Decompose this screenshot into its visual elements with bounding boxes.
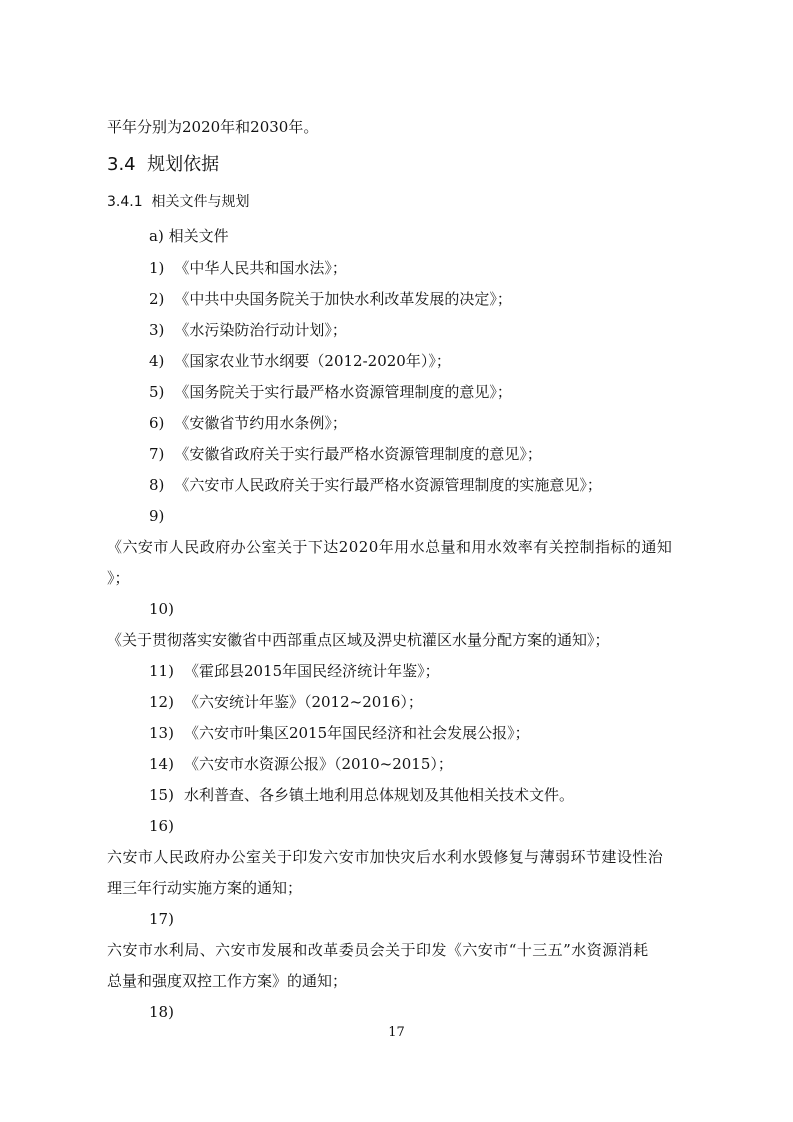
item-text: 《国家农业节水纲要（2012-2020年）》； <box>174 352 451 370</box>
item-text: 《霍邱县2015年国民经济统计年鉴》； <box>183 662 440 680</box>
item-number: 6) <box>149 414 165 432</box>
item-text: 》； <box>107 569 130 587</box>
item-text: 《六安统计年鉴》（2012~2016）； <box>183 693 423 711</box>
list-item <box>149 723 530 743</box>
item-text: 《安徽省节约用水条例》； <box>174 414 347 432</box>
subsection-heading <box>107 192 250 212</box>
list-item <box>149 661 440 681</box>
item-text: 《关于贯彻落实安徽省中西部重点区域及淠史杭灌区水量分配方案的通知》； <box>107 631 610 649</box>
item-text: 《中华人民共和国水法》； <box>174 259 347 277</box>
item-number: 5) <box>149 383 165 401</box>
item-text: 理三年行动实施方案的通知； <box>107 879 303 897</box>
list-item <box>149 289 512 309</box>
item-number: 1) <box>149 259 165 277</box>
item-number: 14) <box>149 755 174 773</box>
item-number: 7) <box>149 445 165 463</box>
subsection-title: 相关文件与规划 <box>151 194 250 210</box>
list-item <box>149 382 512 402</box>
item-number: 11) <box>149 662 174 680</box>
item-text: 《安徽省政府关于实行最严格水资源管理制度的意见》； <box>174 445 542 463</box>
item-text: 水利普查、各乡镇土地利用总体规划及其他相关技术文件。 <box>183 786 574 804</box>
item-text: 《中共中央国务院关于加快水利改革发展的决定》； <box>174 290 512 308</box>
item-text: 《六安市水资源公报》（2010~2015）； <box>183 755 453 773</box>
list-item <box>149 692 423 712</box>
list-heading: a) 相关文件 <box>149 227 229 245</box>
item-text: 总量和强度双控工作方案》的通知； <box>107 972 348 990</box>
item-number: 3) <box>149 321 165 339</box>
item-text: 《国务院关于实行最严格水资源管理制度的意见》； <box>174 383 512 401</box>
item-number: 17) <box>149 910 174 928</box>
item-number: 18) <box>149 1003 174 1021</box>
list-item <box>149 258 347 278</box>
item-text: 六安市水利局、六安市发展和改革委员会关于印发《六安市“十三五”水资源消耗 <box>107 941 649 959</box>
list-item <box>149 475 602 495</box>
item-number: 13) <box>149 724 174 742</box>
item-number: 4) <box>149 352 165 370</box>
page-number: 17 <box>388 1025 405 1040</box>
section-title: 规划依据 <box>147 154 220 175</box>
list-item <box>149 351 451 371</box>
item-number: 15) <box>149 786 174 804</box>
item-number: 10) <box>149 600 174 618</box>
list-item <box>149 785 574 805</box>
item-number: 12) <box>149 693 174 711</box>
item-number: 16) <box>149 817 174 835</box>
item-number: 8) <box>149 476 165 494</box>
item-number: 9) <box>149 507 165 525</box>
continuation-paragraph: 平年分别为2020年和2030年。 <box>107 118 319 136</box>
list-item <box>149 320 347 340</box>
item-text: 《六安市人民政府关于实行最严格水资源管理制度的实施意见》； <box>174 476 602 494</box>
item-text: 《六安市人民政府办公室关于下达2020年用水总量和用水效率有关控制指标的通知 <box>107 538 673 556</box>
section-heading <box>107 154 219 176</box>
list-item <box>149 413 347 433</box>
item-text: 《水污染防治行动计划》； <box>174 321 347 339</box>
list-item <box>149 444 542 464</box>
item-text: 六安市人民政府办公室关于印发六安市加快灾后水利水毁修复与薄弱环节建设性治 <box>107 848 664 866</box>
list-item <box>149 754 453 774</box>
item-number: 2) <box>149 290 165 308</box>
subsection-number: 3.4.1 <box>107 194 143 210</box>
section-number: 3.4 <box>107 154 136 175</box>
item-text: 《六安市叶集区2015年国民经济和社会发展公报》； <box>183 724 530 742</box>
